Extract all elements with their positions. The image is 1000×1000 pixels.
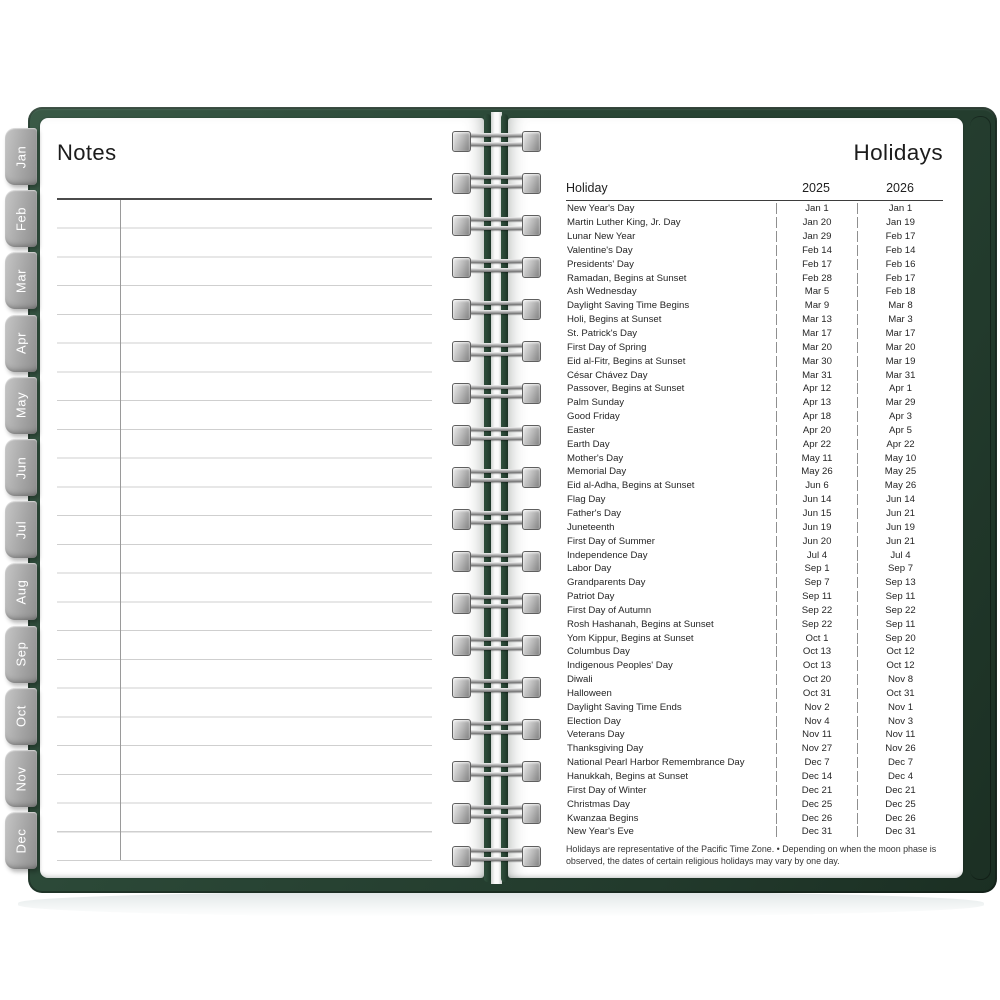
table-row: [566, 534, 943, 548]
holiday-name-cell: New Year's Eve: [567, 826, 634, 838]
date-2026-cell: May 25: [884, 466, 917, 478]
date-2026-cell: Mar 19: [885, 355, 916, 367]
tab-label: Apr: [13, 332, 29, 355]
wire-cap-right: [522, 719, 541, 740]
date-2025-cell: Jan 20: [776, 217, 858, 228]
wire-cap-right: [522, 131, 541, 152]
date-2026-cell: Apr 5: [889, 424, 912, 436]
holiday-name-cell: Passover, Begins at Sunset: [567, 383, 685, 395]
date-2025-cell: Oct 1: [776, 633, 858, 644]
date-2025-cell: Mar 9: [776, 300, 858, 311]
table-row: [566, 410, 943, 424]
table-row: [566, 700, 943, 714]
table-row: [566, 645, 943, 659]
date-2025-cell: Jan 1: [776, 203, 858, 214]
holiday-name-cell: Hanukkah, Begins at Sunset: [567, 771, 689, 783]
spiral-loop: [452, 847, 541, 864]
date-2026-cell: Nov 1: [887, 701, 914, 713]
date-2025-cell: Jan 29: [776, 231, 858, 242]
wire-cap-left: [452, 761, 471, 782]
holiday-name-cell: Father's Day: [567, 507, 622, 519]
tab-label: Sep: [13, 641, 29, 667]
date-2026-cell: Sep 22: [885, 604, 916, 616]
date-2025-cell: Oct 13: [776, 646, 858, 657]
date-2026-cell: Feb 17: [885, 272, 916, 284]
date-2025-cell: Mar 17: [776, 328, 858, 339]
holiday-name-cell: Flag Day: [567, 494, 606, 506]
date-2026-cell: Feb 18: [885, 286, 916, 298]
wire-cap-right: [522, 677, 541, 698]
holiday-name-cell: Holi, Begins at Sunset: [567, 314, 662, 326]
holiday-name-cell: César Chávez Day: [567, 369, 648, 381]
wire-cap-left: [452, 173, 471, 194]
table-row: [566, 562, 943, 576]
wire-cap-left: [452, 719, 471, 740]
spiral-loop: [452, 468, 541, 485]
date-2026-cell: Dec 31: [885, 826, 916, 838]
spiral-loop: [452, 762, 541, 779]
table-row: [566, 756, 943, 770]
holiday-name-cell: Juneteenth: [567, 521, 615, 533]
wire-cap-right: [522, 257, 541, 278]
date-2025-cell: Sep 22: [776, 619, 858, 630]
table-row: [566, 354, 943, 368]
date-2026-cell: Mar 29: [885, 397, 916, 409]
table-row: [566, 825, 943, 839]
spiral-loop: [452, 510, 541, 527]
wire-cap-right: [522, 299, 541, 320]
tab-label: Feb: [13, 206, 29, 231]
date-2026-cell: Apr 1: [889, 383, 912, 395]
date-2026-cell: Jun 21: [886, 535, 915, 547]
date-2026-cell: Dec 7: [887, 757, 914, 769]
spiral-loop: [452, 216, 541, 233]
spiral-loop: [452, 678, 541, 695]
table-row: [566, 244, 943, 258]
date-2025-cell: Dec 14: [776, 771, 858, 782]
tab-sep[interactable]: [5, 626, 37, 683]
date-2026-cell: Oct 31: [886, 687, 915, 699]
wire-cap-left: [452, 803, 471, 824]
tab-label: May: [13, 392, 29, 419]
date-2026-cell: Nov 3: [887, 715, 914, 727]
date-2025-cell: Sep 1: [776, 563, 858, 574]
holiday-name-cell: Lunar New Year: [567, 231, 636, 243]
wire-cap-left: [452, 257, 471, 278]
tab-apr[interactable]: [5, 315, 37, 372]
holiday-name-cell: First Day of Winter: [567, 784, 647, 796]
date-2026-cell: Feb 16: [885, 258, 916, 270]
wire-cap-right: [522, 467, 541, 488]
holiday-name-cell: Ash Wednesday: [567, 286, 637, 298]
table-row: [566, 230, 943, 244]
holiday-name-cell: Labor Day: [567, 563, 612, 575]
wire-cap-right: [522, 635, 541, 656]
table-row: [566, 687, 943, 701]
notes-page: [40, 118, 484, 878]
wire-cap-right: [522, 803, 541, 824]
date-2025-cell: Apr 18: [776, 411, 858, 422]
holiday-name-cell: Indigenous Peoples' Day: [567, 660, 673, 672]
holiday-name-cell: Independence Day: [567, 549, 648, 561]
table-row: [566, 299, 943, 313]
date-2025-cell: Apr 12: [776, 383, 858, 394]
table-row: [566, 811, 943, 825]
date-2026-cell: Dec 25: [885, 798, 916, 810]
date-2025-cell: Jun 14: [776, 494, 858, 505]
table-row: [566, 728, 943, 742]
table-row: [566, 216, 943, 230]
holidays-page-title: Holidays: [853, 140, 943, 165]
wire-cap-left: [452, 593, 471, 614]
table-row: [566, 520, 943, 534]
header-rule: [566, 200, 943, 202]
wire-cap-right: [522, 215, 541, 236]
table-row: [566, 396, 943, 410]
table-row: [566, 603, 943, 617]
tab-jan[interactable]: [5, 128, 37, 185]
date-2026-cell: Jan 19: [886, 217, 915, 229]
date-2026-cell: Jul 4: [890, 549, 911, 561]
date-2026-cell: Mar 31: [885, 369, 916, 381]
date-2025-cell: Jul 4: [776, 550, 858, 561]
date-2026-cell: Sep 11: [885, 591, 916, 603]
holiday-name-cell: Christmas Day: [567, 798, 630, 810]
date-2026-cell: Feb 14: [885, 244, 916, 256]
holiday-name-cell: Daylight Saving Time Ends: [567, 701, 682, 713]
table-row: [566, 576, 943, 590]
notes-page-title: Notes: [57, 140, 117, 165]
tab-aug[interactable]: [5, 563, 37, 620]
date-2025-cell: Mar 13: [776, 314, 858, 325]
date-2026-cell: Jun 19: [886, 521, 915, 533]
tab-mar[interactable]: [5, 252, 37, 309]
date-2026-cell: Sep 20: [885, 632, 916, 644]
date-2026-cell: Dec 26: [885, 812, 916, 824]
holiday-name-cell: St. Patrick's Day: [567, 328, 638, 340]
tab-feb[interactable]: [5, 190, 37, 247]
ground-shadow: [18, 891, 984, 917]
date-2026-cell: Mar 20: [885, 341, 916, 353]
date-2026-cell: Oct 12: [886, 646, 915, 658]
holiday-name-cell: Ramadan, Begins at Sunset: [567, 272, 687, 284]
table-row: [566, 257, 943, 271]
wire-cap-left: [452, 551, 471, 572]
holiday-name-cell: Memorial Day: [567, 466, 627, 478]
cover-stitch-line: [970, 116, 991, 880]
holiday-name-cell: Easter: [567, 424, 595, 436]
wire-cap-right: [522, 383, 541, 404]
spiral-loop: [452, 384, 541, 401]
date-2026-cell: Sep 13: [885, 577, 916, 589]
wire-cap-left: [452, 299, 471, 320]
tab-jun[interactable]: [5, 439, 37, 496]
spiral-loop: [452, 132, 541, 149]
table-row: [566, 617, 943, 631]
tab-label: Aug: [13, 579, 29, 605]
tab-label: Oct: [13, 705, 29, 728]
holiday-table-body: [566, 202, 943, 839]
wire-cap-left: [452, 425, 471, 446]
table-row: [566, 659, 943, 673]
holiday-name-cell: Eid al-Fitr, Begins at Sunset: [567, 355, 686, 367]
holiday-name-cell: Halloween: [567, 687, 612, 699]
date-2026-cell: Nov 26: [885, 743, 916, 755]
holiday-name-cell: Veterans Day: [567, 729, 625, 741]
date-2025-cell: Nov 2: [776, 702, 858, 713]
date-2025-cell: Mar 30: [776, 356, 858, 367]
tab-label: Dec: [13, 828, 29, 854]
date-2026-cell: May 26: [884, 480, 917, 492]
wire-cap-right: [522, 846, 541, 867]
notes-margin-line: [120, 200, 121, 860]
table-row: [566, 382, 943, 396]
date-2025-cell: Mar 20: [776, 342, 858, 353]
date-2026-cell: Mar 3: [888, 314, 913, 326]
wire-cap-right: [522, 509, 541, 530]
table-row: [566, 437, 943, 451]
spiral-loop: [452, 426, 541, 443]
column-header-2026: 2026: [886, 181, 914, 195]
wire-cap-right: [522, 341, 541, 362]
table-row: [566, 770, 943, 784]
tab-label: Jun: [13, 456, 29, 479]
column-header-holiday: Holiday: [566, 181, 608, 195]
holiday-name-cell: Rosh Hashanah, Begins at Sunset: [567, 618, 714, 630]
wire-cap-left: [452, 509, 471, 530]
date-2026-cell: Mar 8: [888, 300, 913, 312]
spiral-loop: [452, 720, 541, 737]
wire-cap-left: [452, 846, 471, 867]
table-row: [566, 465, 943, 479]
spiral-loop: [452, 552, 541, 569]
holiday-name-cell: Patriot Day: [567, 591, 615, 603]
wire-cap-left: [452, 635, 471, 656]
date-2025-cell: Jun 6: [776, 480, 858, 491]
tab-may[interactable]: [5, 377, 37, 434]
spiral-loop: [452, 594, 541, 611]
holiday-name-cell: Columbus Day: [567, 646, 630, 658]
date-2025-cell: Feb 14: [776, 245, 858, 256]
date-2026-cell: Nov 8: [887, 674, 914, 686]
date-2025-cell: Sep 22: [776, 605, 858, 616]
holiday-name-cell: Valentine's Day: [567, 244, 633, 256]
date-2025-cell: Jun 20: [776, 536, 858, 547]
date-2025-cell: Dec 7: [776, 757, 858, 768]
table-row: [566, 493, 943, 507]
table-row: [566, 631, 943, 645]
spiral-loop: [452, 804, 541, 821]
wire-cap-left: [452, 383, 471, 404]
date-2025-cell: Dec 21: [776, 785, 858, 796]
table-row: [566, 451, 943, 465]
date-2025-cell: Oct 13: [776, 660, 858, 671]
date-2025-cell: Dec 25: [776, 799, 858, 810]
holiday-name-cell: New Year's Day: [567, 203, 635, 215]
tab-dec[interactable]: [5, 812, 37, 869]
date-2026-cell: Mar 17: [885, 328, 916, 340]
date-2025-cell: Sep 11: [776, 591, 858, 602]
wire-cap-left: [452, 467, 471, 488]
date-2025-cell: Nov 11: [776, 729, 858, 740]
table-row: [566, 313, 943, 327]
date-2025-cell: Mar 5: [776, 286, 858, 297]
date-2025-cell: Dec 31: [776, 826, 858, 837]
tab-nov[interactable]: [5, 750, 37, 807]
holiday-name-cell: Diwali: [567, 674, 593, 686]
date-2025-cell: Feb 17: [776, 259, 858, 270]
holiday-name-cell: Mother's Day: [567, 452, 624, 464]
wire-cap-right: [522, 551, 541, 572]
table-row: [566, 714, 943, 728]
date-2025-cell: Jun 15: [776, 508, 858, 519]
table-row: [566, 783, 943, 797]
date-2025-cell: Apr 20: [776, 425, 858, 436]
tab-oct[interactable]: [5, 688, 37, 745]
date-2026-cell: Feb 17: [885, 231, 916, 243]
table-row: [566, 285, 943, 299]
holiday-name-cell: Yom Kippur, Begins at Sunset: [567, 632, 694, 644]
holiday-name-cell: First Day of Summer: [567, 535, 655, 547]
spiral-loop: [452, 342, 541, 359]
date-2026-cell: Sep 7: [887, 563, 914, 575]
holiday-name-cell: Earth Day: [567, 438, 610, 450]
date-2025-cell: Nov 4: [776, 716, 858, 727]
date-2026-cell: Nov 11: [885, 729, 916, 741]
date-2026-cell: Sep 11: [885, 618, 916, 630]
date-2025-cell: Mar 31: [776, 370, 858, 381]
date-2026-cell: Jun 14: [886, 494, 915, 506]
tab-label: Jul: [13, 520, 29, 539]
date-2026-cell: Dec 4: [887, 771, 914, 783]
table-row: [566, 673, 943, 687]
spiral-loop: [452, 300, 541, 317]
table-row: [566, 797, 943, 811]
date-2026-cell: Dec 21: [885, 784, 916, 796]
wire-cap-left: [452, 131, 471, 152]
spiral-loop: [452, 636, 541, 653]
wire-cap-left: [452, 341, 471, 362]
date-2025-cell: Feb 28: [776, 273, 858, 284]
table-row: [566, 548, 943, 562]
date-2025-cell: Apr 22: [776, 439, 858, 450]
holiday-name-cell: Palm Sunday: [567, 397, 625, 409]
holiday-name-cell: First Day of Autumn: [567, 604, 652, 616]
date-2025-cell: Oct 31: [776, 688, 858, 699]
table-row: [566, 202, 943, 216]
wire-cap-right: [522, 425, 541, 446]
date-2026-cell: Jan 1: [888, 203, 913, 215]
holiday-name-cell: First Day of Spring: [567, 341, 647, 353]
holiday-name-cell: Eid al-Adha, Begins at Sunset: [567, 480, 695, 492]
holiday-table-header: [566, 181, 943, 200]
holiday-name-cell: Martin Luther King, Jr. Day: [567, 217, 681, 229]
table-row: [566, 424, 943, 438]
table-row: [566, 479, 943, 493]
tab-label: Jan: [13, 145, 29, 168]
date-2025-cell: Dec 26: [776, 813, 858, 824]
wire-cap-right: [522, 761, 541, 782]
table-row: [566, 340, 943, 354]
date-2025-cell: Nov 27: [776, 743, 858, 754]
table-row: [566, 742, 943, 756]
holiday-name-cell: Thanksgiving Day: [567, 743, 644, 755]
holiday-name-cell: National Pearl Harbor Remembrance Day: [567, 757, 745, 769]
spiral-loop: [452, 174, 541, 191]
holiday-name-cell: Good Friday: [567, 411, 620, 423]
holiday-name-cell: Presidents' Day: [567, 258, 634, 270]
date-2026-cell: Jun 21: [886, 507, 915, 519]
notes-ruled-lines: [57, 200, 432, 861]
date-2025-cell: Sep 7: [776, 577, 858, 588]
holiday-name-cell: Grandparents Day: [567, 577, 646, 589]
holidays-page: [508, 118, 963, 878]
table-row: [566, 271, 943, 285]
wire-cap-right: [522, 173, 541, 194]
spiral-loop: [452, 258, 541, 275]
date-2025-cell: Apr 13: [776, 397, 858, 408]
holiday-footnote: Holidays are representative of the Pacific Time Zone. • Depending on when the moon phase is observed, the dates of certain religious holidays may vary by one day.: [566, 844, 937, 867]
table-row: [566, 507, 943, 521]
holiday-name-cell: Kwanzaa Begins: [567, 812, 639, 824]
date-2026-cell: Apr 3: [889, 411, 912, 423]
date-2026-cell: Apr 22: [886, 438, 915, 450]
date-2025-cell: Jun 19: [776, 522, 858, 533]
table-row: [566, 590, 943, 604]
column-header-2025: 2025: [802, 181, 830, 195]
table-row: [566, 327, 943, 341]
date-2025-cell: May 11: [776, 453, 858, 464]
date-2026-cell: Oct 12: [886, 660, 915, 672]
wire-cap-left: [452, 677, 471, 698]
table-row: [566, 368, 943, 382]
holiday-name-cell: Daylight Saving Time Begins: [567, 300, 690, 312]
date-2026-cell: May 10: [884, 452, 917, 464]
tab-jul[interactable]: [5, 501, 37, 558]
date-2025-cell: May 26: [776, 466, 858, 477]
tab-label: Mar: [13, 268, 29, 293]
wire-cap-left: [452, 215, 471, 236]
holiday-name-cell: Election Day: [567, 715, 621, 727]
holiday-table: [566, 181, 943, 838]
wire-cap-right: [522, 593, 541, 614]
date-2025-cell: Oct 20: [776, 674, 858, 685]
tab-label: Nov: [13, 766, 29, 791]
